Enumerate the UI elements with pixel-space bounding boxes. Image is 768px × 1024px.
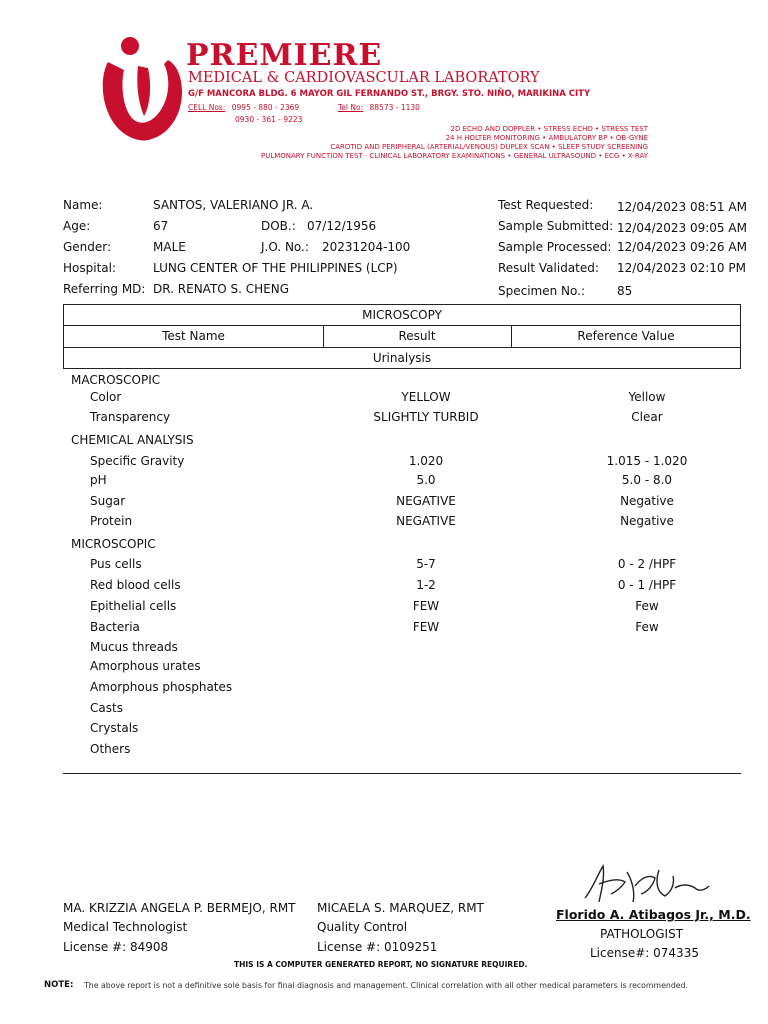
patient-dob: 07/12/1956 <box>307 219 377 233</box>
jo-number: 20231204-100 <box>322 240 411 254</box>
test-result: NEGATIVE <box>396 514 456 528</box>
tech-role: Medical Technologist <box>63 920 188 934</box>
jo-label: J.O. No.: <box>261 240 309 254</box>
test-result: FEW <box>412 599 440 613</box>
pathologist-license: License#: 074335 <box>590 946 699 960</box>
panel-header <box>63 347 741 369</box>
column-header-row <box>63 326 741 348</box>
sample-submitted-label: Sample Submitted: <box>498 219 614 233</box>
test-reference: Negative <box>620 514 674 528</box>
tech-license: License #: 84908 <box>63 940 169 954</box>
test-requested-label: Test Requested: <box>498 198 594 212</box>
name-label: Name: <box>63 198 103 212</box>
qc-name: MICAELA S. MARQUEZ, RMT <box>317 901 484 915</box>
cell-number-1: 0995 - 880 - 2369 <box>231 103 300 112</box>
cell-number-2: 0930 - 361 - 9223 <box>235 115 303 124</box>
group-title-chemical-analysis: CHEMICAL ANALYSIS <box>71 433 194 447</box>
dob-label: DOB.: <box>261 219 296 233</box>
test-reference: 1.015 - 1.020 <box>606 454 688 468</box>
section-header <box>63 304 741 326</box>
group-title-macroscopic: MACROSCOPIC <box>71 373 161 387</box>
test-name: pH <box>90 473 107 487</box>
result-validated-label: Result Validated: <box>498 261 599 275</box>
note-text: The above report is not a definitive sole basis for final diagnosis and management. Clinical correlation with all other medical parameters is recommended. <box>84 981 689 990</box>
cell-numbers <box>188 103 299 112</box>
test-name: Specific Gravity <box>90 454 185 468</box>
qc-role: Quality Control <box>317 920 408 934</box>
test-reference: Yellow <box>628 390 666 404</box>
test-name: Epithelial cells <box>90 599 177 613</box>
test-result: FEW <box>412 620 440 634</box>
tel-label: Tel No: <box>338 103 364 112</box>
services-line-4: PULMONARY FUNCTION TEST · CLINICAL LABORATORY EXAMINATIONS • GENERAL ULTRASOUND • ECG • X-RAY <box>260 152 648 160</box>
test-result: 5-7 <box>416 557 436 571</box>
tel-number <box>338 103 420 112</box>
patient-name: SANTOS, VALERIANO JR. A. <box>153 198 314 212</box>
age-label: Age: <box>63 219 91 233</box>
brand-title: PREMIERE <box>186 38 383 73</box>
tech-name: MA. KRIZZIA ANGELA P. BERMEJO, RMT <box>63 901 296 915</box>
section-title: MICROSCOPY <box>362 308 442 322</box>
pathologist-signature <box>575 858 715 910</box>
test-reference: 0 - 1 /HPF <box>617 578 677 592</box>
pathologist-role: PATHOLOGIST <box>600 927 684 941</box>
specimen-label: Specimen No.: <box>498 284 586 298</box>
cell-label: CELL Nos: <box>188 103 226 112</box>
test-name: Bacteria <box>90 620 140 634</box>
hospital-label: Hospital: <box>63 261 117 275</box>
test-result: SLIGHTLY TURBID <box>373 410 479 424</box>
test-name: Transparency <box>90 410 171 424</box>
services-line-3: CAROTID AND PERIPHERAL (ARTERIAL/VENOUS) DUPLEX SCAN • SLEEP STUDY SCREENING <box>330 143 648 151</box>
test-result: 5.0 <box>416 473 436 487</box>
referring-md: DR. RENATO S. CHENG <box>153 282 290 296</box>
column-test-name: Test Name <box>64 326 324 347</box>
test-result: NEGATIVE <box>396 494 456 508</box>
test-name: Crystals <box>90 721 139 735</box>
result-validated-value: 12/04/2023 02:10 PM <box>617 261 746 275</box>
test-name: Amorphous urates <box>90 659 201 673</box>
brand-subtitle: MEDICAL & CARDIOVASCULAR LABORATORY <box>188 70 540 86</box>
services-line-1: 2D ECHO AND DOPPLER • STRESS ECHO • STRESS TEST <box>450 125 648 133</box>
pathologist-name: Florido A. Atibagos Jr., M.D. <box>556 907 751 922</box>
note-label: NOTE: <box>44 980 74 990</box>
specimen-number: 85 <box>617 284 633 298</box>
services-line-2: 24 H HOLTER MONITORING • AMBULATORY BP • OB-GYNE <box>445 134 648 142</box>
test-name: Others <box>90 742 131 756</box>
test-name: Casts <box>90 701 123 715</box>
test-reference: Few <box>635 620 659 634</box>
test-reference: Negative <box>620 494 674 508</box>
test-name: Mucus threads <box>90 640 178 654</box>
test-result: 1-2 <box>416 578 436 592</box>
qc-license: License #: 0109251 <box>317 940 438 954</box>
test-reference: Clear <box>631 410 663 424</box>
test-result: YELLOW <box>401 390 451 404</box>
referring-md-label: Referring MD: <box>63 282 146 296</box>
test-name: Protein <box>90 514 133 528</box>
column-result: Result <box>323 326 512 347</box>
sample-processed-value: 12/04/2023 09:26 AM <box>617 240 747 254</box>
test-reference: 0 - 2 /HPF <box>617 557 677 571</box>
test-name: Amorphous phosphates <box>90 680 233 694</box>
test-name: Sugar <box>90 494 126 508</box>
panel-title: Urinalysis <box>372 351 432 365</box>
sample-processed-label: Sample Processed: <box>498 240 612 254</box>
test-reference: Few <box>635 599 659 613</box>
patient-gender: MALE <box>153 240 186 254</box>
gender-label: Gender: <box>63 240 112 254</box>
computer-generated-notice: THIS IS A COMPUTER GENERATED REPORT, NO SIGNATURE REQUIRED. <box>234 960 528 969</box>
group-title-microscopic: MICROSCOPIC <box>71 537 156 551</box>
test-name: Red blood cells <box>90 578 181 592</box>
premiere-logo <box>98 36 186 144</box>
test-requested-value: 12/04/2023 08:51 AM <box>617 200 747 214</box>
test-name: Color <box>90 390 122 404</box>
tel-value: 88573 - 1130 <box>369 103 420 112</box>
column-reference-value: Reference Value <box>577 329 675 343</box>
test-reference: 5.0 - 8.0 <box>621 473 673 487</box>
sample-submitted-value: 12/04/2023 09:05 AM <box>617 221 747 235</box>
test-result: 1.020 <box>408 454 444 468</box>
patient-age: 67 <box>153 219 169 233</box>
test-name: Pus cells <box>90 557 142 571</box>
brand-address: G/F MANCORA BLDG. 6 MAYOR GIL FERNANDO ST., BRGY. STO. NIÑO, MARIKINA CITY <box>188 89 591 99</box>
hospital-name: LUNG CENTER OF THE PHILIPPINES (LCP) <box>153 261 398 275</box>
results-divider <box>63 773 741 774</box>
